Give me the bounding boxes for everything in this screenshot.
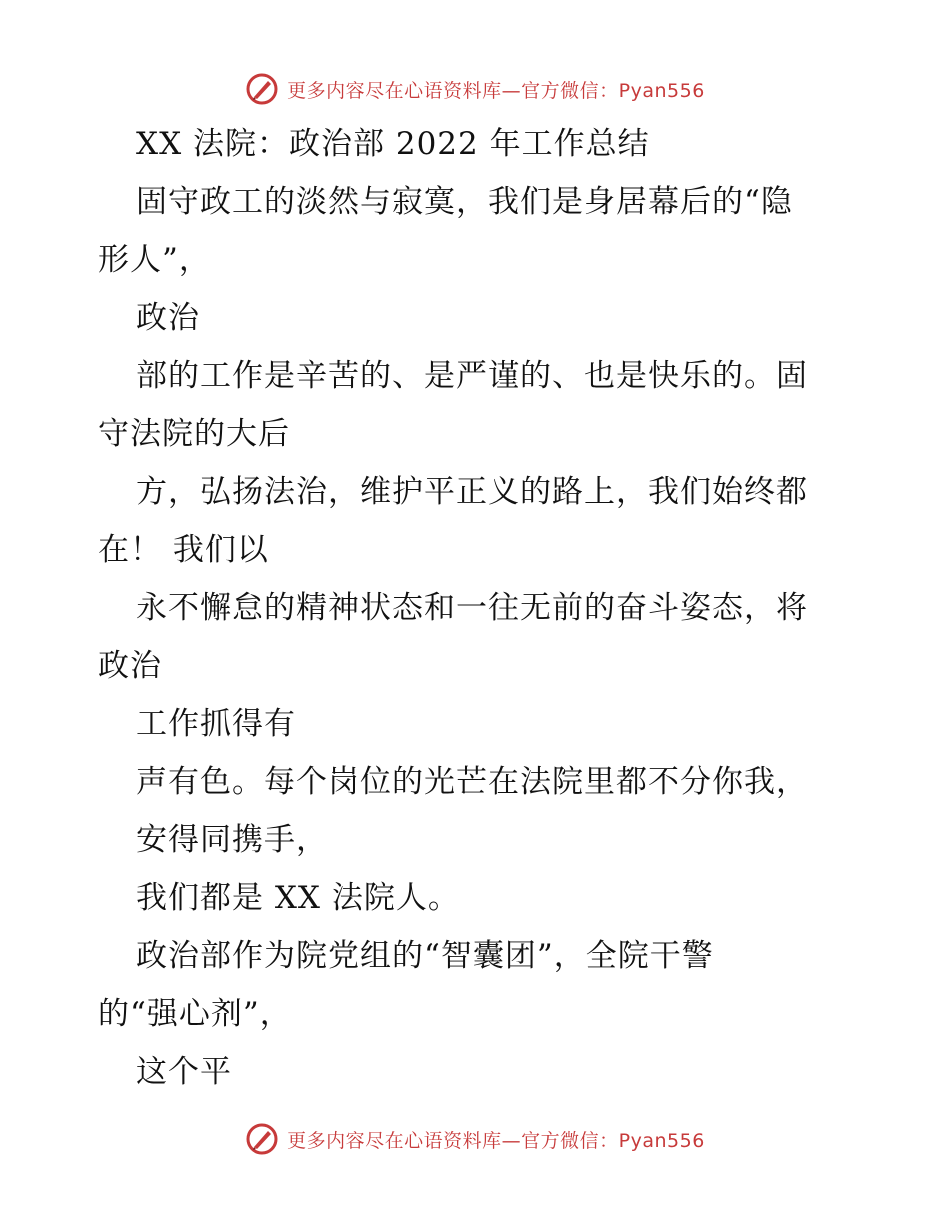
text-line: 方，弘扬法治，维护平正义的路上，我们始终都 — [136, 474, 808, 510]
text-line: 形人”， — [98, 242, 211, 278]
text-line: 守法院的大后 — [98, 416, 290, 452]
pen-logo-icon — [245, 72, 279, 106]
text-line: 固守政工的淡然与寂寞，我们是身居幕后的“隐 — [136, 184, 793, 220]
watermark-header — [0, 72, 950, 106]
text-line: 工作抓得有 — [136, 706, 296, 742]
pen-logo-icon — [245, 1122, 279, 1156]
text-line: 永不懈怠的精神状态和一往无前的奋斗姿态，将 — [136, 590, 808, 626]
document-title: XX 法院：政治部 2022 年工作总结 — [136, 126, 650, 162]
document-body — [0, 124, 950, 1114]
text-line: 政治 — [136, 300, 200, 336]
watermark-text: 更多内容尽在心语资料库—官方微信：Pyan556 — [287, 1129, 705, 1152]
text-line: 这个平 — [136, 1054, 232, 1090]
watermark-text: 更多内容尽在心语资料库—官方微信：Pyan556 — [287, 79, 705, 102]
text-line: 我们都是 XX 法院人。 — [136, 880, 460, 916]
text-line: 在！ 我们以 — [98, 532, 269, 568]
text-line: 部的工作是辛苦的、是严谨的、也是快乐的。固 — [136, 358, 808, 394]
watermark-footer — [0, 1122, 950, 1156]
text-line: 政治部作为院党组的“智囊团”，全院干警 — [136, 938, 714, 974]
text-line: 的“强心剂”， — [98, 996, 292, 1032]
text-line: 声有色。每个岗位的光芒在法院里都不分你我， — [136, 764, 808, 800]
text-line: 安得同携手， — [136, 822, 328, 858]
text-line: 政治 — [98, 648, 162, 684]
